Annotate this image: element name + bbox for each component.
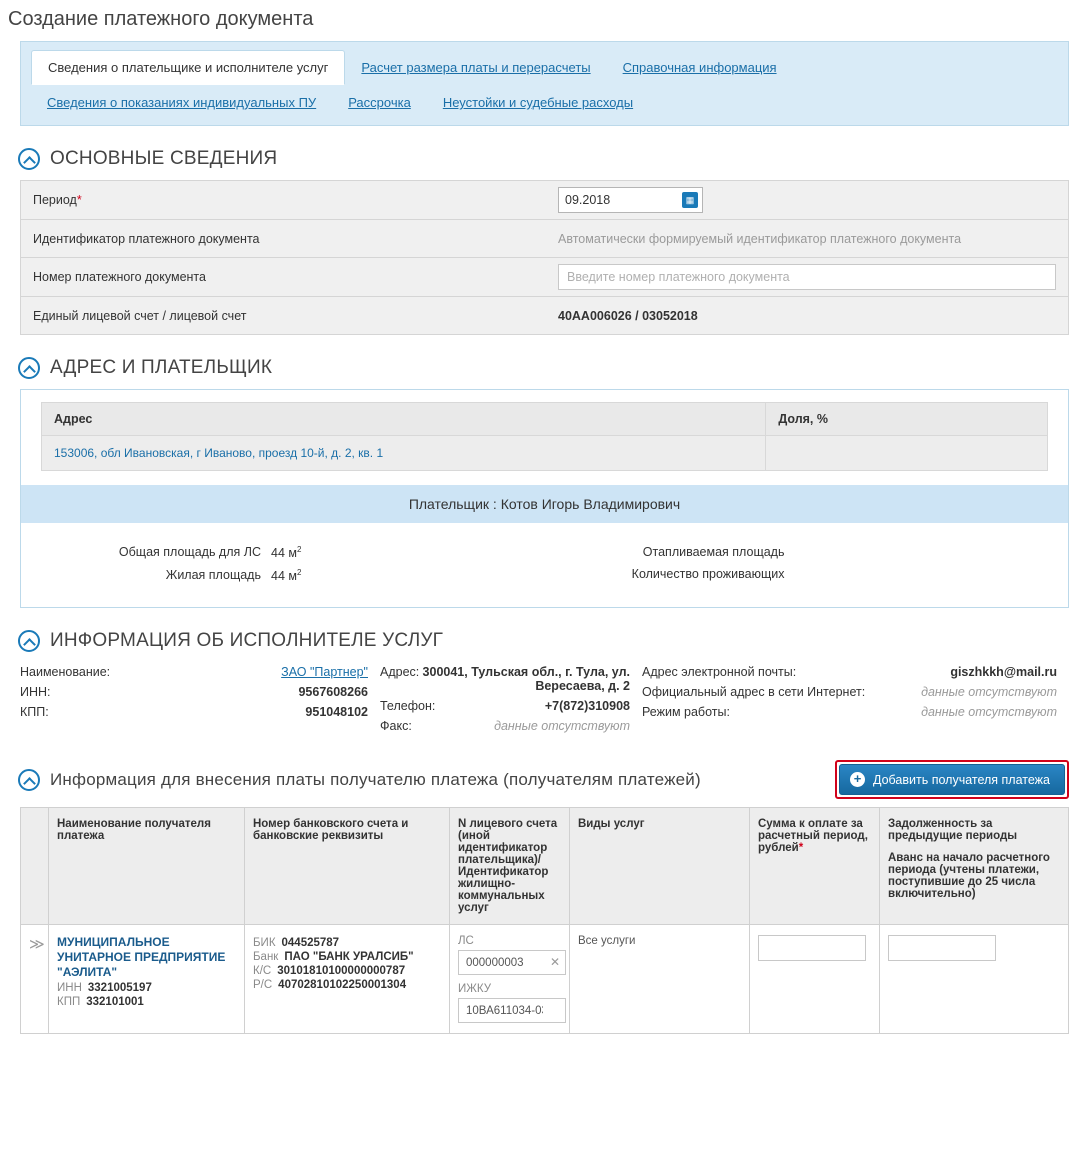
tab-payer-and-provider[interactable]: Сведения о плательщике и исполнителе услуг [31, 50, 345, 85]
total-area-number: 44 м [271, 546, 297, 561]
provider-column-1 [20, 662, 380, 736]
section-header-recipients [18, 760, 1069, 799]
label-document-identifier: Идентификатор платежного документа [33, 231, 260, 246]
section-title-main: ОСНОВНЫЕ СВЕДЕНИЯ [50, 148, 278, 169]
label-provider-name: Наименование: [20, 665, 111, 680]
services-cell [570, 925, 750, 1034]
area-column-right [545, 541, 1069, 587]
services-column-header: Виды услуг [570, 808, 750, 925]
provider-row-phone [380, 696, 630, 716]
bank-corr-account [253, 963, 441, 977]
area-row-total [21, 541, 545, 564]
chevron-double-down-icon[interactable]: ≫ [29, 936, 45, 954]
provider-row-website [642, 682, 1057, 702]
tab-payment-calculation[interactable]: Расчет размера платы и перерасчеты [361, 59, 591, 75]
table-row [42, 436, 1048, 471]
value-provider-website: данные отсутствуют [921, 685, 1057, 700]
label-period [21, 185, 546, 215]
area-info-grid [21, 523, 1068, 607]
living-area-number: 44 м [271, 569, 297, 584]
ls-label: ЛС [458, 935, 474, 948]
calendar-icon[interactable]: ▦ [682, 192, 698, 208]
required-marker-amount: * [798, 842, 804, 855]
debt-column-header [880, 808, 1069, 925]
tab-reference-info[interactable]: Справочная информация [622, 59, 777, 75]
address-table-wrap [21, 390, 1068, 471]
page-title: Создание платежного документа [8, 8, 314, 30]
chevron-up-icon[interactable] [18, 357, 40, 379]
plus-icon: + [850, 772, 865, 787]
row-document-identifier [21, 220, 1068, 258]
tab-row-primary [31, 50, 1058, 84]
row-period [21, 181, 1068, 220]
total-area-sup: 2 [296, 545, 302, 554]
izhku-input[interactable] [458, 998, 566, 1023]
value-document-identifier: Автоматически формируемый идентификатор платежного документа [558, 231, 962, 246]
bank-corr-value: 30101810100000000787 [277, 965, 406, 978]
provider-info-grid [20, 662, 1069, 736]
add-recipient-label: Добавить получателя платежа [872, 772, 1050, 787]
chevron-up-icon[interactable] [18, 630, 40, 652]
label-provider-email: Адрес электронной почты: [642, 665, 797, 680]
amount-column-header [750, 808, 880, 925]
required-marker-period: * [76, 193, 82, 207]
label-provider-schedule: Режим работы: [642, 705, 730, 720]
bank-bik-value: 044525787 [281, 937, 340, 950]
amount-column-label: Сумма к оплате за расчетный период, рублей [758, 818, 868, 855]
value-provider-phone: +7(872)310908 [544, 699, 630, 714]
main-info-table [20, 180, 1069, 335]
address-column-header: Адрес [42, 403, 766, 436]
bank-settlement-label: Р/С [253, 979, 273, 992]
value-provider-inn: 9567608266 [298, 685, 368, 700]
provider-row-inn [20, 682, 368, 702]
value-provider-schedule: данные отсутствуют [921, 705, 1057, 720]
period-value: 09.2018 [565, 193, 611, 207]
advance-column-label: Аванс на начало расчетного периода (учтены платежи, поступившие до 25 числа включительно) [888, 852, 1050, 901]
account-id-column-header: N лицевого счета (иной идентификатор плательщика)/ Идентификатор жилищно-коммунальных услуг [450, 808, 570, 925]
provider-row-kpp [20, 702, 368, 722]
tab-row-secondary [31, 86, 1058, 119]
provider-column-2 [380, 662, 642, 736]
provider-row-address [380, 662, 630, 696]
label-living-area: Жилая площадь [165, 568, 261, 583]
recipient-kpp [57, 994, 236, 1008]
recipient-name-column-header: Наименование получателя платежа [49, 808, 245, 925]
label-provider-address: Адрес: [380, 665, 420, 680]
provider-row-fax [380, 716, 630, 736]
living-area-sup: 2 [296, 568, 302, 578]
ls-input-wrap [458, 950, 566, 975]
area-row-living [21, 564, 545, 587]
services-value: Все услуги [578, 935, 636, 948]
amount-input[interactable] [758, 935, 866, 961]
area-row-residents [545, 563, 1069, 585]
address-table [41, 402, 1048, 471]
label-provider-inn: ИНН: [20, 685, 51, 700]
amount-cell [750, 925, 880, 1034]
address-cell [42, 436, 766, 471]
address-panel [20, 389, 1069, 608]
recipients-header-row [21, 808, 1069, 925]
label-document-number: Номер платежного документа [33, 270, 206, 284]
payer-banner: Плательщик : Котов Игорь Владимирович [21, 485, 1068, 523]
label-provider-kpp: КПП: [20, 705, 49, 720]
section-header-address[interactable] [18, 357, 1089, 379]
provider-row-email [642, 662, 1057, 682]
recipient-kpp-value: 332101001 [86, 996, 144, 1009]
tab-installment[interactable]: Рассрочка [348, 95, 411, 110]
share-column-header: Доля, % [766, 403, 1048, 436]
bank-name-label: Банк [253, 951, 279, 964]
table-row [21, 925, 1069, 1034]
bank-name-value: ПАО "БАНК УРАЛСИБ" [284, 951, 414, 964]
chevron-up-icon[interactable] [18, 148, 40, 170]
section-header-main[interactable] [18, 148, 1089, 170]
recipient-kpp-label: КПП [57, 996, 81, 1009]
bank-bik-label: БИК [253, 937, 276, 950]
recipient-inn [57, 980, 236, 994]
section-header-provider[interactable] [18, 630, 1089, 652]
bank-name [253, 949, 441, 963]
izhku-input-wrap [458, 998, 566, 1023]
share-cell [766, 436, 1048, 471]
value-provider-name[interactable]: ЗАО "Партнер" [281, 665, 368, 680]
label-personal-account: Единый лицевой счет / лицевой счет [33, 308, 247, 323]
bank-bik [253, 935, 441, 949]
izhku-label: ИЖКУ [458, 983, 492, 996]
label-residents-count: Количество проживающих [631, 567, 785, 581]
bank-settlement-account [253, 977, 441, 991]
label-provider-phone: Телефон: [380, 699, 436, 714]
expand-column-header [21, 808, 49, 925]
row-personal-account [21, 297, 1068, 335]
account-id-cell [450, 925, 570, 1034]
section-title-address: АДРЕС И ПЛАТЕЛЬЩИК [50, 357, 273, 378]
area-row-heated [545, 541, 1069, 563]
recipients-table [20, 807, 1069, 1034]
expand-row-cell[interactable] [21, 925, 49, 1034]
provider-row-schedule [642, 702, 1057, 722]
recipient-inn-label: ИНН [57, 982, 82, 995]
recipient-inn-value: 3321005197 [87, 982, 152, 995]
label-total-area: Общая площадь для ЛС [118, 545, 261, 559]
chevron-up-icon[interactable] [18, 769, 40, 791]
label-heated-area: Отапливаемая площадь [642, 545, 785, 559]
value-provider-email: giszhkkh@mail.ru [950, 665, 1057, 680]
value-provider-address: 300041, Тульская обл., г. Тула, ул. Вересаева, д. 2 [422, 665, 630, 694]
close-icon[interactable]: ✕ [549, 955, 560, 970]
debt-column-label: Задолженность за предыдущие периоды [888, 818, 1018, 843]
debt-cell [880, 925, 1069, 1034]
value-period [546, 181, 1068, 219]
bank-details-cell [245, 925, 450, 1034]
area-column-left [21, 541, 545, 587]
bank-corr-label: К/С [253, 965, 272, 978]
recipient-name: МУНИЦИПАЛЬНОЕ УНИТАРНОЕ ПРЕДПРИЯТИЕ "АЭЛИТА" [57, 935, 226, 980]
value-provider-fax: данные отсутствуют [494, 719, 630, 734]
tab-meter-readings[interactable]: Сведения о показаниях индивидуальных ПУ [47, 95, 317, 110]
provider-column-3 [642, 662, 1069, 736]
label-period-text: Период [33, 193, 77, 207]
section-title-provider: ИНФОРМАЦИЯ ОБ ИСПОЛНИТЕЛЕ УСЛУГ [50, 630, 444, 652]
value-total-area [271, 545, 301, 560]
value-document-number [546, 258, 1068, 296]
value-provider-kpp: 951048102 [305, 705, 368, 720]
tab-penalties[interactable]: Неустойки и судебные расходы [442, 95, 634, 110]
bank-settlement-value: 40702810102250001304 [278, 979, 407, 992]
tab-bar [20, 41, 1069, 126]
value-personal-account: 40AA006026 / 03052018 [558, 308, 698, 323]
debt-input[interactable] [888, 935, 996, 961]
add-payment-recipient-button[interactable] [839, 764, 1065, 795]
period-date-input[interactable] [558, 187, 703, 213]
provider-row-name [20, 662, 368, 682]
value-living-area [271, 568, 301, 583]
label-provider-website: Официальный адрес в сети Интернет: [642, 685, 866, 700]
label-provider-fax: Факс: [380, 719, 412, 734]
bank-details-column-header: Номер банковского счета и банковские реквизиты [245, 808, 450, 925]
recipient-name-cell [49, 925, 245, 1034]
document-number-input[interactable] [558, 264, 1056, 290]
address-table-header-row [42, 403, 1048, 436]
address-link[interactable]: 153006, обл Ивановская, г Иваново, проезд 10-й, д. 2, кв. 1 [54, 446, 384, 460]
section-title-recipients: Информация для внесения платы получателю платежа (получателям платежей) [50, 769, 701, 789]
row-document-number [21, 258, 1068, 297]
add-recipient-highlight [835, 760, 1069, 799]
